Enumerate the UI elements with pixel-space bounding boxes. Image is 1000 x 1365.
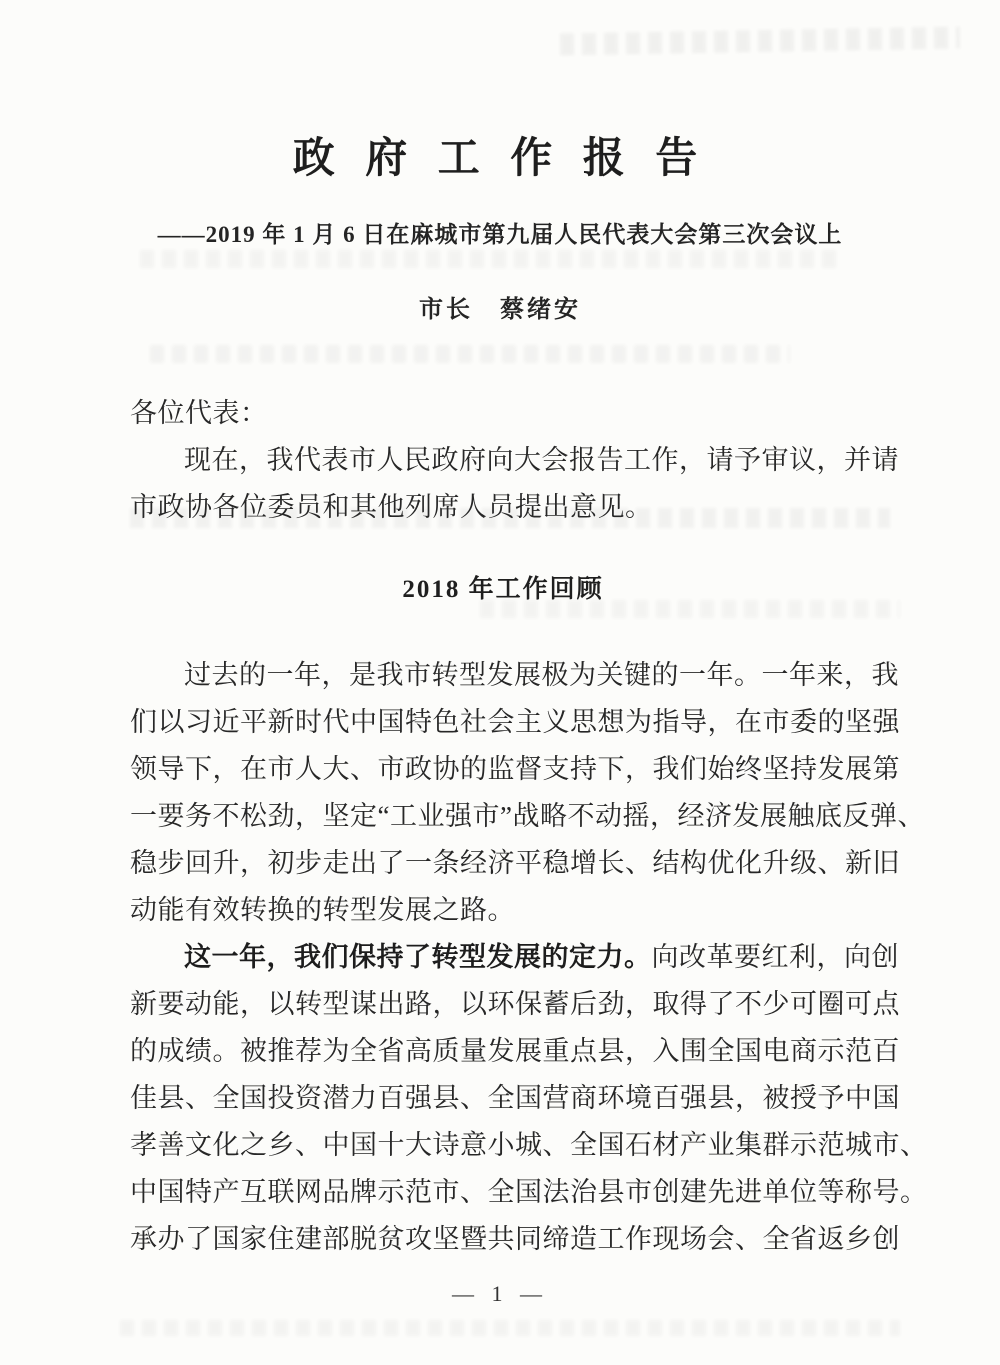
body-line: 现在，我代表市人民政府向大会报告工作，请予审议，并请 — [184, 445, 899, 476]
salutation: 各位代表： — [130, 398, 268, 429]
opening-paragraph — [130, 437, 899, 531]
body-line: 稳步回升，初步走出了一条经济平稳增长、结构优化升级、新旧 — [130, 848, 900, 879]
body-line: 中国特产互联网品牌示范市、全国法治县市创建先进单位等称号。 — [130, 1177, 928, 1208]
body-line: 过去的一年，是我市转型发展极为关键的一年。一年来，我 — [184, 660, 899, 691]
body-line: 孝善文化之乡、中国十大诗意小城、全国石材产业集群示范城市、 — [130, 1130, 928, 1161]
bleedthrough-artifact — [120, 1320, 900, 1336]
body-line: 们以习近平新时代中国特色社会主义思想为指导，在市委的坚强 — [130, 707, 900, 738]
section-heading: 2018 年工作回顾 — [402, 576, 604, 604]
body-line: 一要务不松劲，坚定“工业强市”战略不动摇，经济发展触底反弹、 — [130, 801, 925, 832]
body-line: 的成绩。被推荐为全省高质量发展重点县，入围全国电商示范百 — [130, 1036, 900, 1067]
achievement-paragraph — [130, 934, 928, 1263]
body-line: 承办了国家住建部脱贫攻坚暨共同缔造工作现场会、全省返乡创 — [130, 1224, 900, 1255]
body-line: 领导下，在市人大、市政协的监督支持下，我们始终坚持发展第 — [130, 754, 900, 785]
document-subtitle: ——2019 年 1 月 6 日在麻城市第九届人民代表大会第三次会议上 — [157, 222, 843, 248]
bold-lead-sentence: 这一年，我们保持了转型发展的定力。 — [184, 942, 652, 973]
document-title: 政 府 工 作 报 告 — [292, 136, 708, 182]
body-line: 新要动能，以转型谋出路，以环保蓄后劲，取得了不少可圈可点 — [130, 989, 900, 1020]
body-line: 市政协各位委员和其他列席人员提出意见。 — [130, 492, 653, 523]
speaker-line: 市长 蔡绪安 — [419, 297, 581, 324]
bleedthrough-artifact — [140, 250, 840, 268]
bleedthrough-artifact — [150, 345, 790, 363]
review-paragraph — [130, 652, 925, 934]
body-line: 佳县、全国投资潜力百强县、全国营商环境百强县，被授予中国 — [130, 1083, 900, 1114]
body-line: 动能有效转换的转型发展之路。 — [130, 895, 515, 926]
page-number: — 1 — — [452, 1281, 548, 1307]
document-body — [0, 390, 1000, 1263]
body-line — [130, 934, 899, 981]
lead-rest-text: 向改革要红利，向创 — [651, 942, 899, 973]
